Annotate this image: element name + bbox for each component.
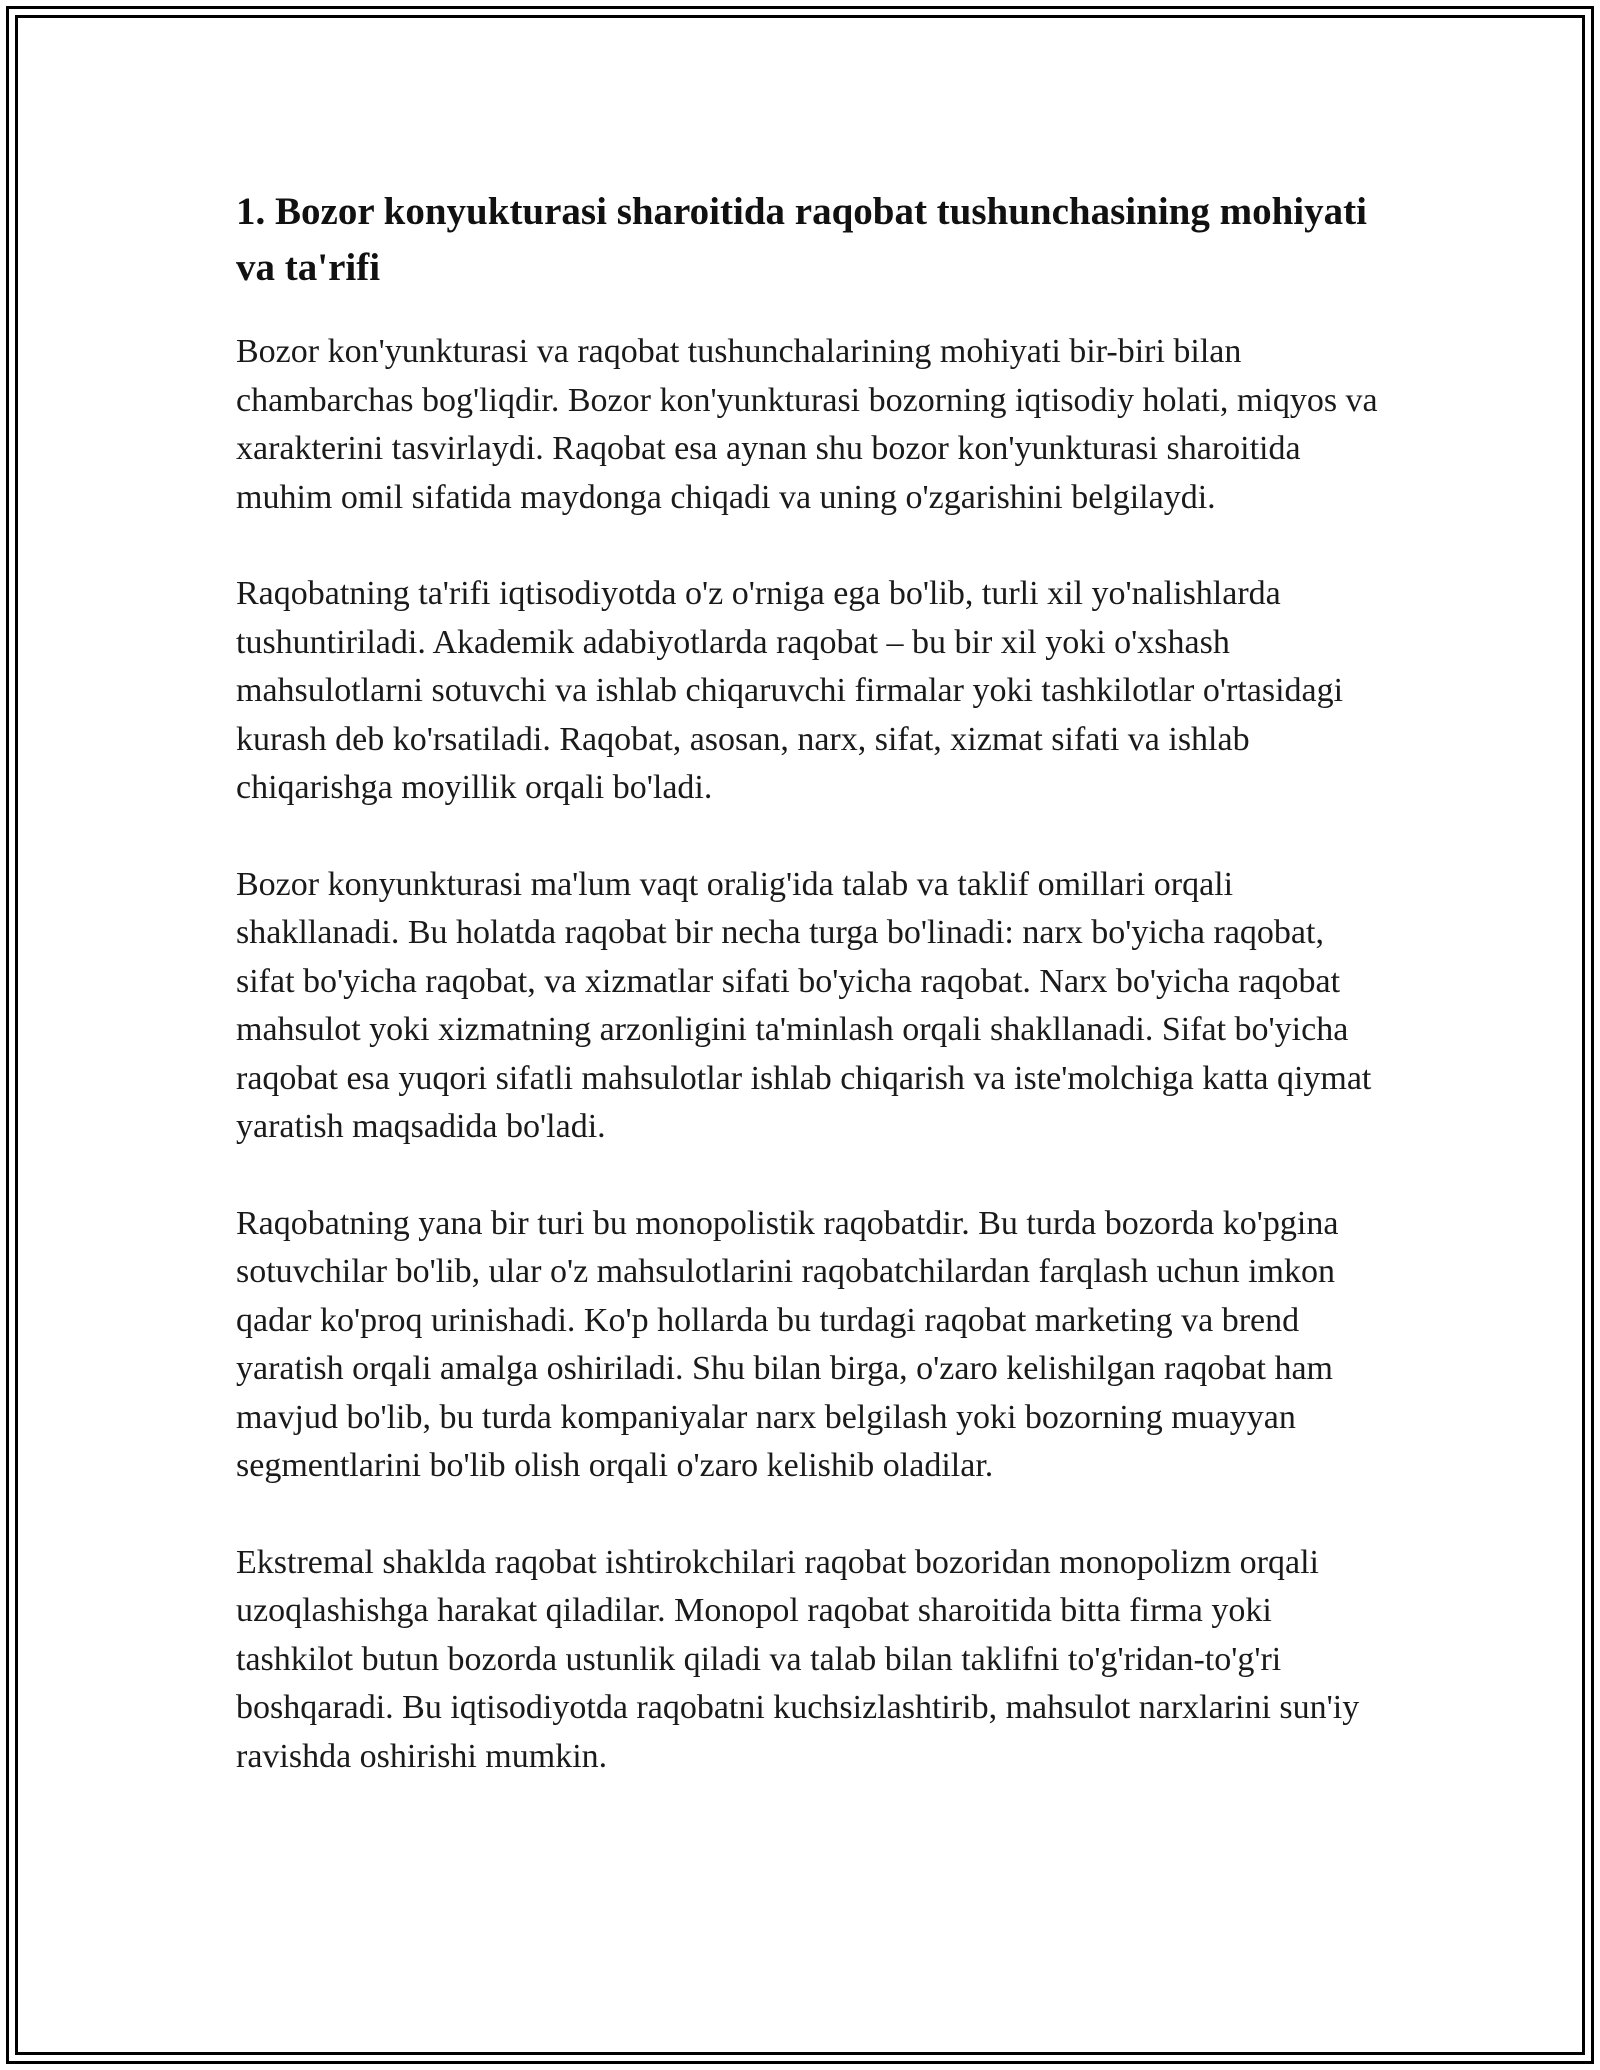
paragraph-1: Bozor kon'yunkturasi va raqobat tushunchalarining mohiyati bir-biri bilan chambarchas bog'liqdir. Bozor kon'yunkturasi bozorning iqtisodiy holati, miqyos va xarakterini tasvirlaydi. Raqobat esa aynan shu bozor kon'yunkturasi sharoitida muhim omil sifatida maydonga chiqadi va uning o'zgarishini belgilaydi.	[236, 333, 1378, 516]
section-heading: 1. Bozor konyukturasi sharoitida raqobat tushunchasining mohiyati va ta'rifi	[236, 190, 1367, 289]
paragraph-5: Ekstremal shaklda raqobat ishtirokchilari raqobat bozoridan monopolizm orqali uzoqlashishga harakat qiladilar. Monopol raqobat sharoitida bitta firma yoki tashkilot butun bozorda ustunlik qiladi va talab bilan taklifni to'g'ridan-to'g'ri boshqaradi. Bu iqtisodiyotda raqobatni kuchsizlashtirib, mahsulot narxlarini sun'iy ravishda oshirishi mumkin.	[236, 1543, 1360, 1775]
paragraph-3: Bozor konyunkturasi ma'lum vaqt oralig'ida talab va taklif omillari orqali shakllanadi. Bu holatda raqobat bir necha turga bo'linadi: narx bo'yicha raqobat, sifat bo'yicha raqobat, va xizmatlar sifati bo'yicha raqobat. Narx bo'yicha raqobat mahsulot yoki xizmatning arzonligini ta'minlash orqali shakllanadi. Sifat bo'yicha raqobat esa yuqori sifatli mahsulotlar ishlab chiqarish va iste'molchiga katta qiymat yaratish maqsadida bo'ladi.	[236, 865, 1372, 1145]
paragraph-4: Raqobatning yana bir turi bu monopolistik raqobatdir. Bu turda bozorda ko'pgina sotuvchilar bo'lib, ular o'z mahsulotlarini raqobatchilardan farqlash uchun imkon qadar ko'proq urinishadi. Ko'p hollarda bu turdagi raqobat marketing va brend yaratish orqali amalga oshiriladi. Shu bilan birga, o'zaro kelishilgan raqobat ham mavjud bo'lib, bu turda kompaniyalar narx belgilash yoki bozorning muayyan segmentlarini bo'lib olish orqali o'zaro kelishib oladilar.	[236, 1204, 1339, 1484]
paragraph-2: Raqobatning ta'rifi iqtisodiyotda o'z o'rniga ega bo'lib, turli xil yo'nalishlarda tushuntiriladi. Akademik adabiyotlarda raqobat – bu bir xil yoki o'xshash mahsulotlarni sotuvchi va ishlab chiqaruvchi firmalar yoki tashkilotlar o'rtasidagi kurash deb ko'rsatiladi. Raqobat, asosan, narx, sifat, xizmat sifati va ishlab chiqarishga moyillik orqali bo'ladi.	[236, 575, 1344, 806]
document-body	[236, 184, 1386, 1829]
